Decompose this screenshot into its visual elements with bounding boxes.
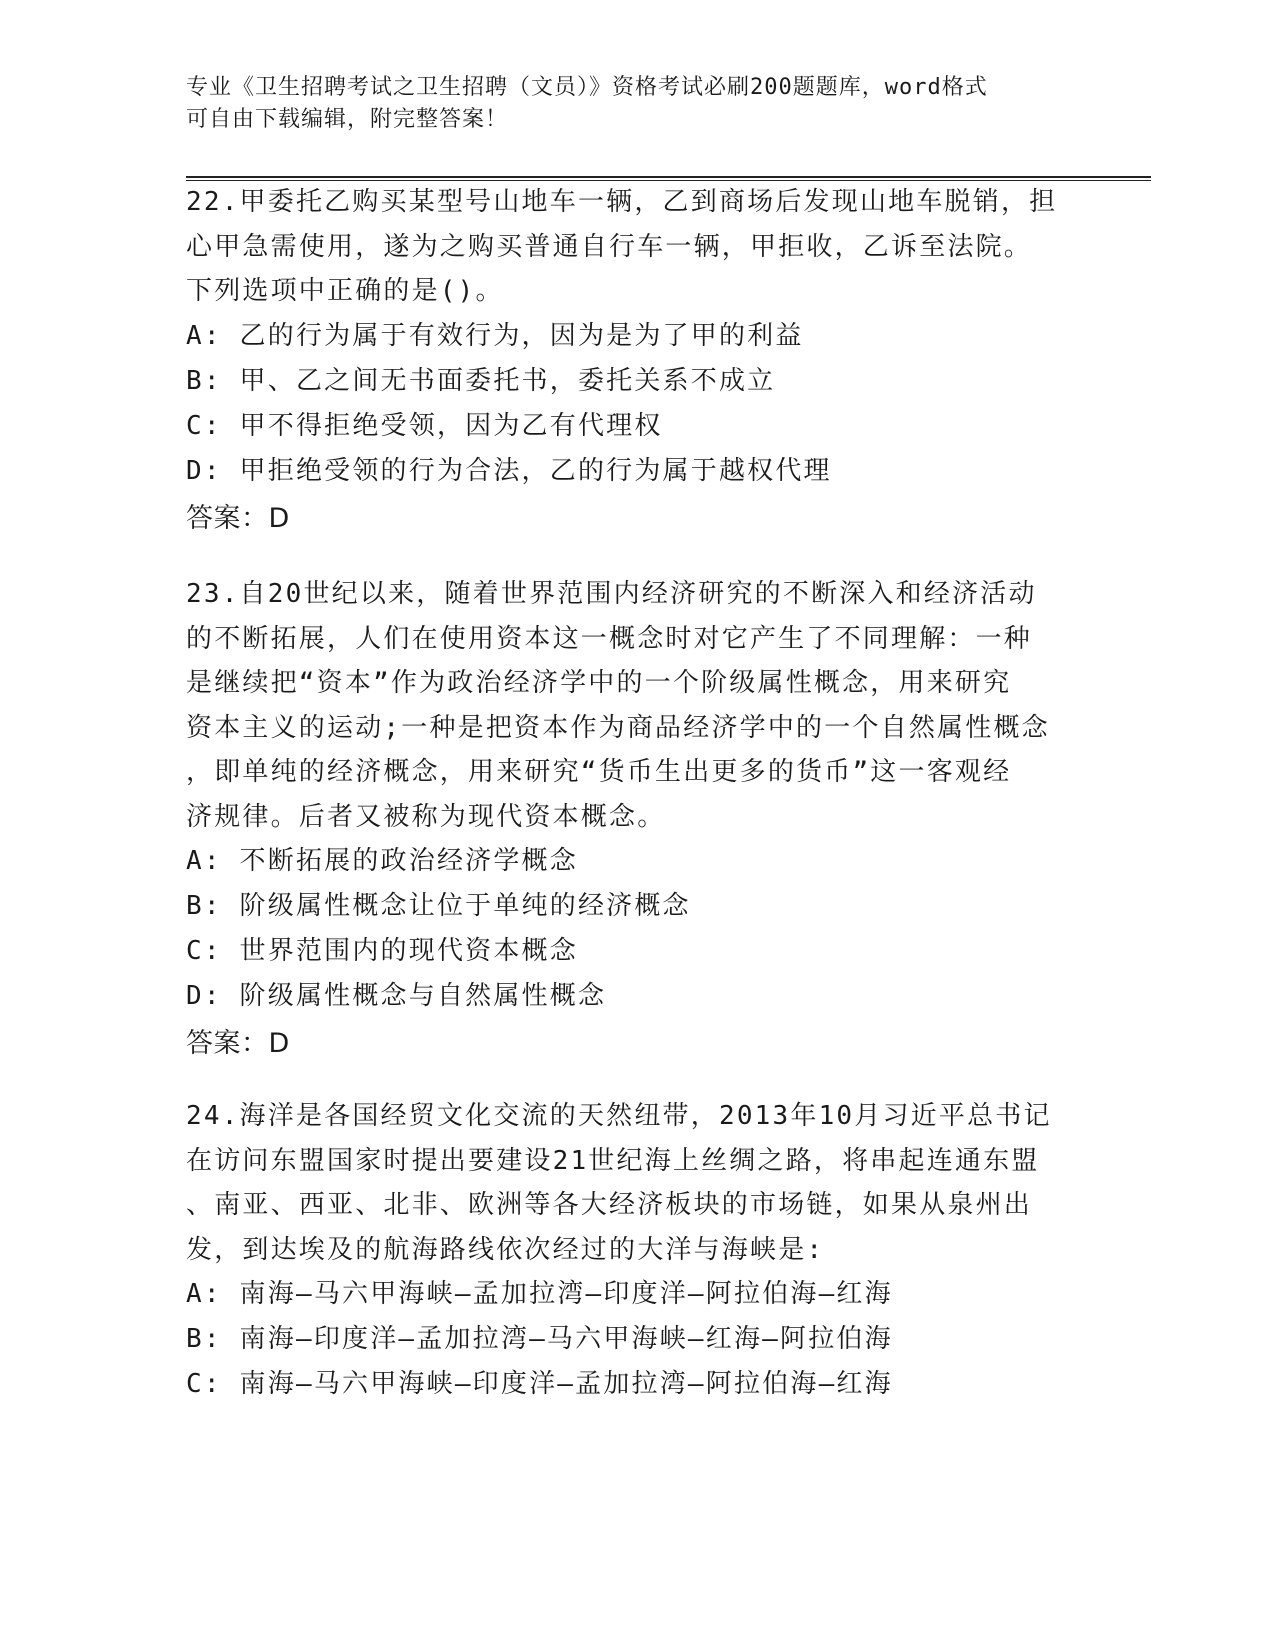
stem-line: ，即单纯的经济概念，用来研究“货币生出更多的货币”这一客观经 bbox=[186, 757, 1012, 787]
stem-line: 的不断拓展，人们在使用资本这一概念时对它产生了不同理解：一种 bbox=[186, 623, 1033, 654]
option-b: B: 甲、乙之间无书面委托书，委托关系不成立 bbox=[186, 365, 776, 396]
question-stem bbox=[186, 572, 1066, 839]
stem-line: 发，到达埃及的航海路线依次经过的大洋与海峡是: bbox=[186, 1234, 825, 1265]
stem-line: 22.甲委托乙购买某型号山地车一辆，乙到商场后发现山地车脱销，担 bbox=[186, 187, 1058, 217]
question-22 bbox=[186, 180, 1066, 542]
option-b: B: 南海—印度洋—孟加拉湾—马六甲海峡—红海—阿拉伯海 bbox=[186, 1324, 893, 1354]
answer-label: 答案：D bbox=[186, 502, 290, 534]
question-23 bbox=[186, 572, 1066, 1067]
option-d: D: 甲拒绝受领的行为合法，乙的行为属于越权代理 bbox=[186, 455, 832, 486]
stem-line: 在访问东盟国家时提出要建设21世纪海上丝绸之路，将串起连通东盟 bbox=[186, 1145, 1040, 1176]
question-24 bbox=[186, 1094, 1066, 1407]
option-c: C: 甲不得拒绝受领，因为乙有代理权 bbox=[186, 410, 663, 441]
option-b: B: 阶级属性概念让位于单纯的经济概念 bbox=[186, 891, 691, 921]
stem-line: 资本主义的运动;一种是把资本作为商品经济学中的一个自然属性概念 bbox=[186, 712, 1050, 743]
stem-line: 下列选项中正确的是()。 bbox=[186, 276, 504, 306]
option-c: C: 世界范围内的现代资本概念 bbox=[186, 936, 578, 966]
answer-label: 答案：D bbox=[186, 1028, 290, 1059]
question-stem bbox=[186, 180, 1066, 314]
stem-line: 心甲急需使用，遂为之购买普通自行车一辆，甲拒收，乙诉至法院。 bbox=[186, 231, 1033, 262]
stem-line: 、南亚、西亚、北非、欧洲等各大经济板块的市场链，如果从泉州出 bbox=[186, 1190, 1033, 1220]
document-header bbox=[186, 72, 1066, 136]
header-line-1: 专业《卫生招聘考试之卫生招聘（文员）》资格考试必刷200题题库，word格式 bbox=[186, 75, 988, 100]
option-a: A: 乙的行为属于有效行为，因为是为了甲的利益 bbox=[186, 320, 804, 351]
stem-line: 23.自20世纪以来，随着世界范围内经济研究的不断深入和经济活动 bbox=[186, 579, 1037, 609]
option-c: C: 南海—马六甲海峡—印度洋—孟加拉湾—阿拉伯海—红海 bbox=[186, 1369, 893, 1399]
stem-line: 是继续把“资本”作为政治经济学中的一个阶级属性概念，用来研究 bbox=[186, 668, 1012, 698]
option-d: D: 阶级属性概念与自然属性概念 bbox=[186, 981, 607, 1011]
option-a: A: 南海—马六甲海峡—孟加拉湾—印度洋—阿拉伯海—红海 bbox=[186, 1279, 893, 1309]
stem-line: 济规律。后者又被称为现代资本概念。 bbox=[186, 801, 666, 832]
header-line-2: 可自由下载编辑，附完整答案！ bbox=[186, 107, 509, 132]
question-stem bbox=[186, 1094, 1066, 1272]
stem-line: 24.海洋是各国经贸文化交流的天然纽带，2013年10月习近平总书记 bbox=[186, 1101, 1052, 1131]
option-a: A: 不断拓展的政治经济学概念 bbox=[186, 846, 578, 876]
